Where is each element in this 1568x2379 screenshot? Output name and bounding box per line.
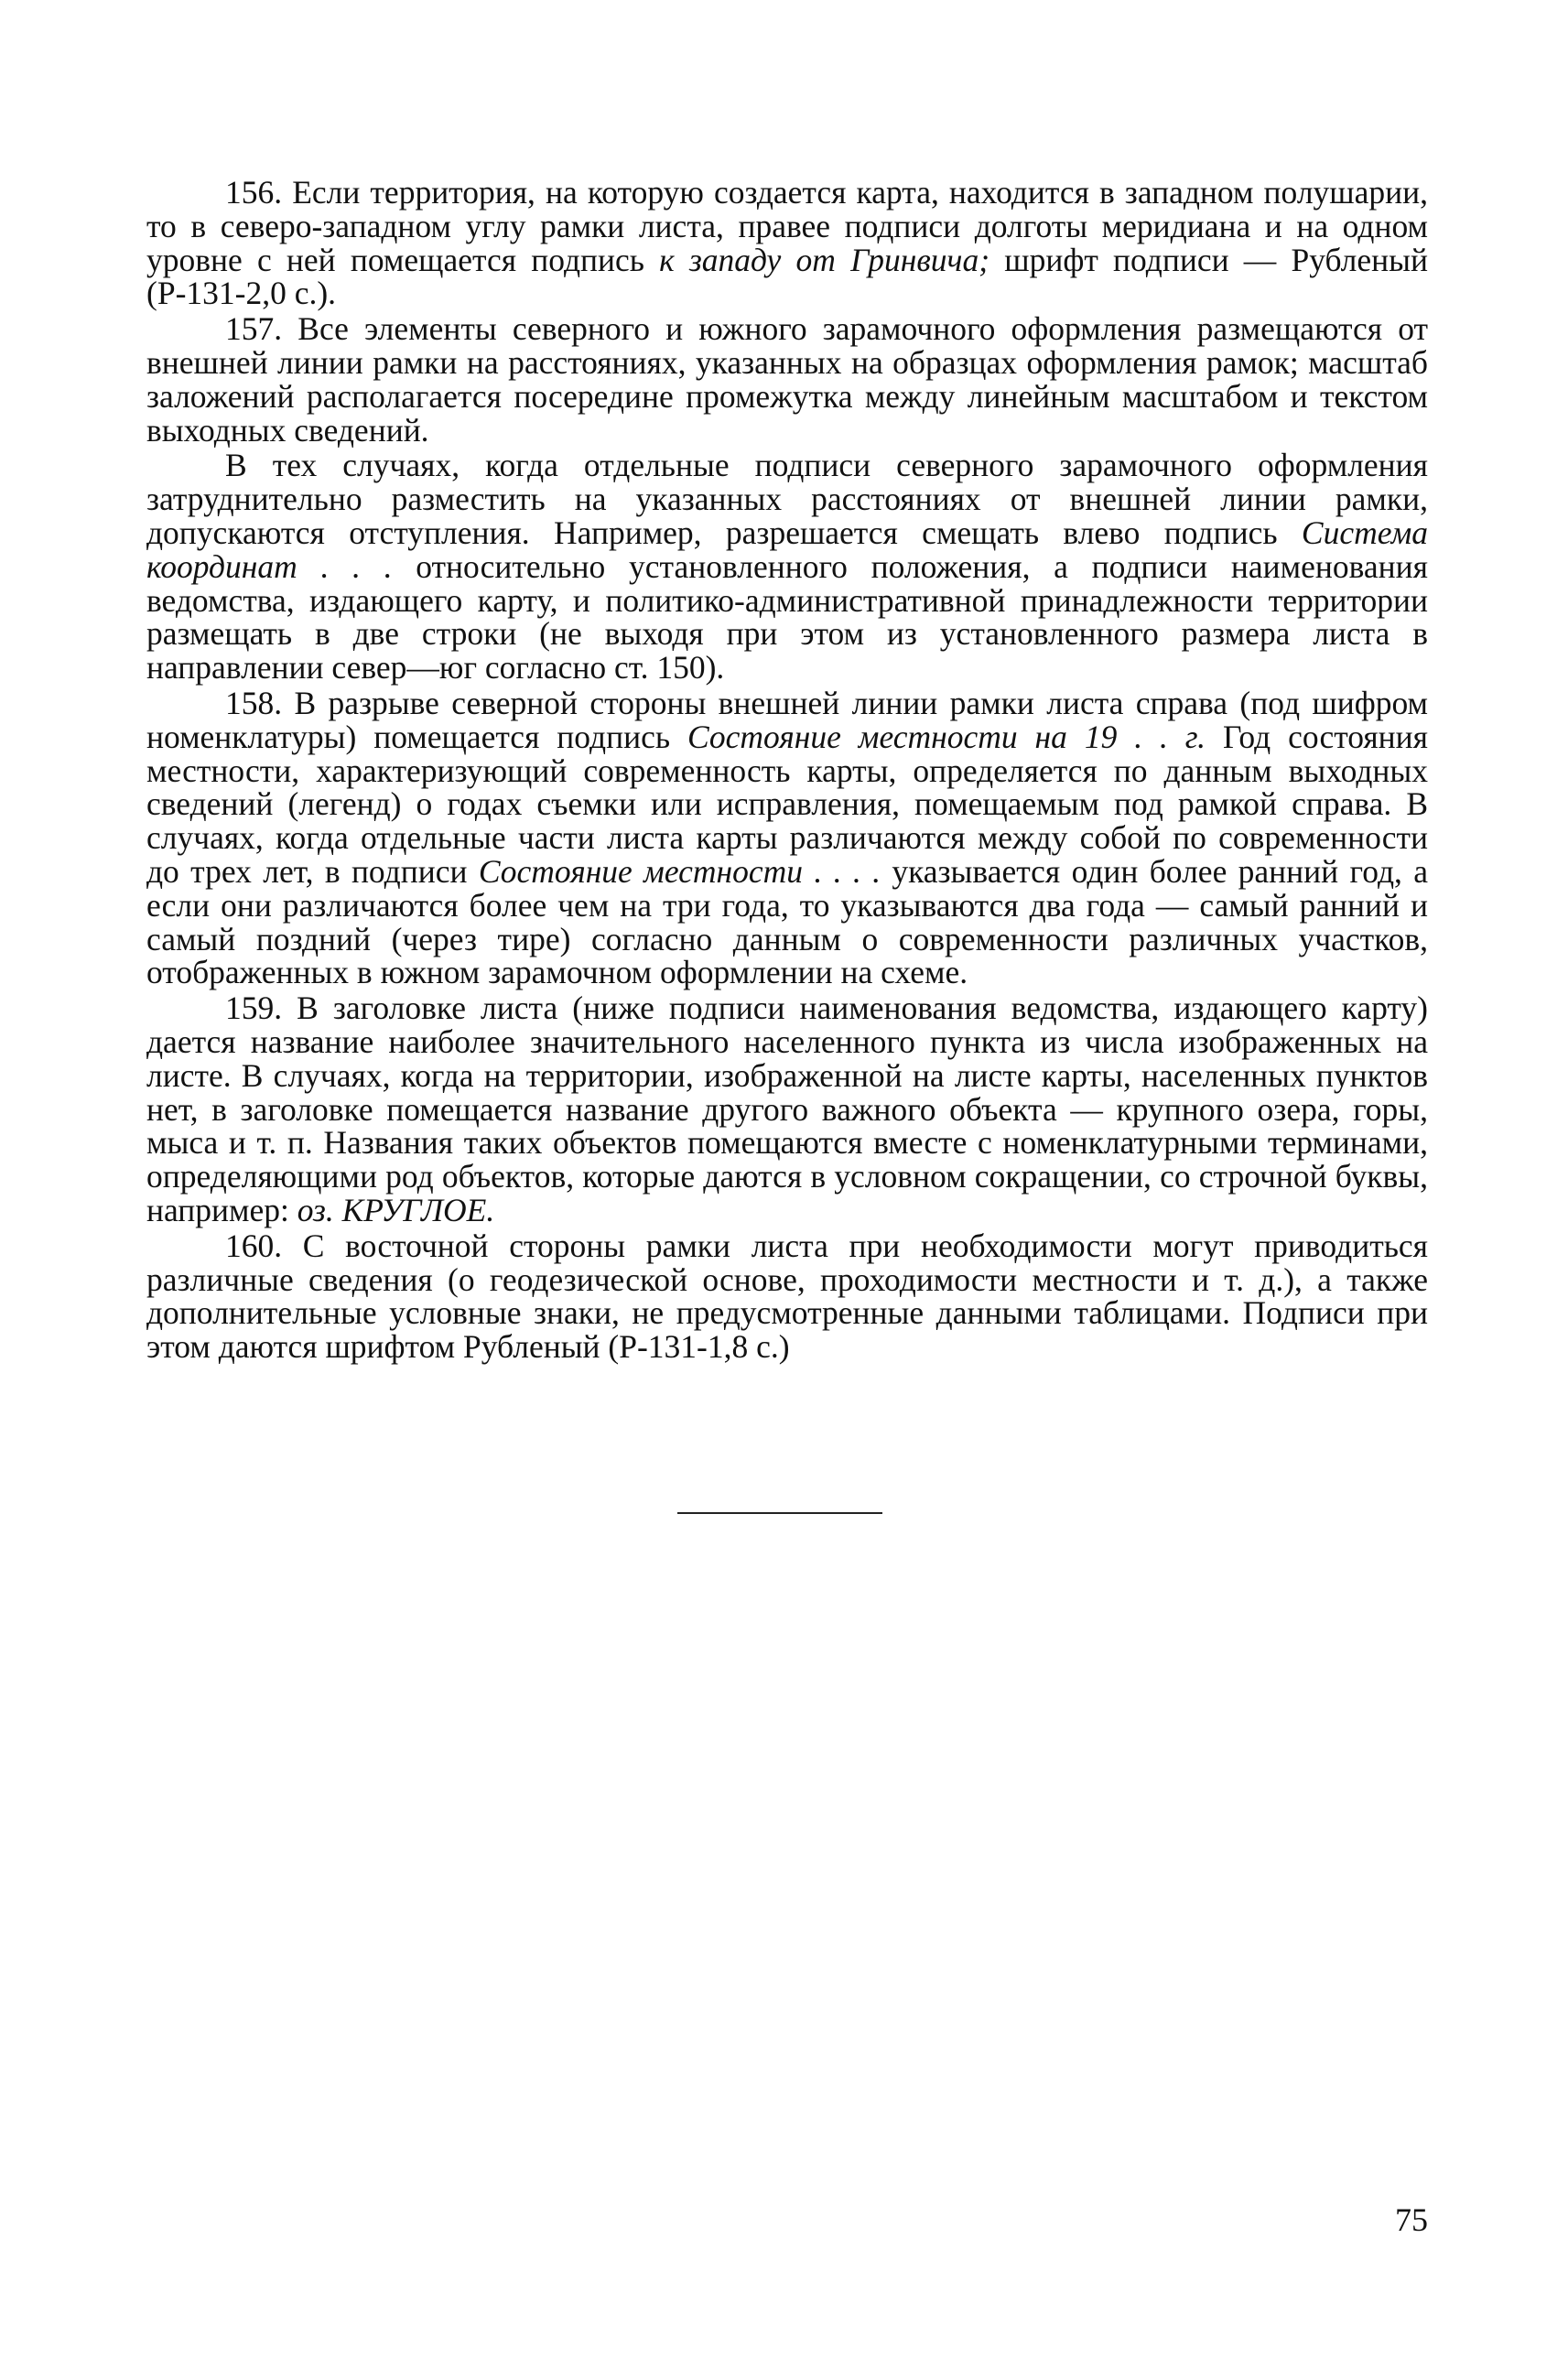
paragraph-156 bbox=[146, 176, 1428, 310]
paragraph-157-text-1: 157. Все элементы северного и южного зарамочного оформления размещаются от внешней линии рамки на расстояниях, указанных на образцах оформления рамок; масштаб заложений располагается посередине промежутка между линейным масштабом и текстом выходных сведений. bbox=[146, 310, 1428, 449]
paragraph-159-italic-1: оз. КРУГЛОЕ. bbox=[297, 1191, 495, 1228]
page-number: 75 bbox=[1395, 2201, 1428, 2238]
paragraph-157b-text-1: В тех случаях, когда отдельные подписи северного зарамочного оформления затруднительно разместить на указанных расстояниях от внешней линии рамки, допускаются отступления. Например, разрешается смещать влево подпись bbox=[146, 447, 1428, 551]
paragraph-157-continued bbox=[146, 449, 1428, 685]
paragraph-158-text-2: Год состояния местности, характеризующий современность карты, определяется по данным выходных сведений (легенд) о годах съемки или исправления, помещаемым под рамкой справа. В случаях, когда отдельные части листа карты различаются между собой по современности до трех лет, в подписи bbox=[146, 718, 1428, 890]
paragraph-158-text-1: 158. В разрыве северной стороны внешней линии рамки листа справа (под шифром номенклатуры) помещается подпись bbox=[146, 684, 1428, 755]
paragraph-160 bbox=[146, 1229, 1428, 1364]
paragraph-157b-text-2: относительно установленного положения, а подписи наименования ведомства, издающего карту, и политико-административной принадлежности территории размещать в две строки (не выходя при этом из установленного размера листа в направлении север—юг согласно ст. 150). bbox=[146, 547, 1428, 687]
paragraph-156-text-1: 156. Если территория, на которую создается карта, находится в западном полушарии, то в северо-западном углу рамки листа, правее подписи долготы меридиана и на одном уровне с ней помещается подпись bbox=[146, 174, 1428, 278]
paragraph-159-text-1: 159. В заголовке листа (ниже подписи наименования ведомства, издающего карту) дается название наиболее значительного населенного пункта из числа изображенных на листе. В случаях, когда на территории, изображенной на листе карты, населенных пунктов нет, в заголовке помещается название другого важного объекта — крупного озера, горы, мыса и т. п. Названия таких объектов помещаются вместе с номенклатурными терминами, определяющими род объектов, которые даются в условном сокращении, со строчной буквы, например: bbox=[146, 989, 1428, 1228]
paragraph-159 bbox=[146, 991, 1428, 1227]
paragraph-157b-italic-1: Система координат . . . bbox=[146, 514, 1428, 585]
paragraph-157 bbox=[146, 312, 1428, 447]
paragraph-158-italic-1: Состояние местности на 19 . . г. bbox=[687, 718, 1206, 755]
paragraph-156-italic-1: к западу от Гринвича; bbox=[659, 241, 990, 278]
page-body bbox=[146, 176, 1428, 1364]
paragraph-158-italic-2: Состояние местности . . . . bbox=[478, 852, 881, 890]
paragraph-158 bbox=[146, 684, 1428, 991]
section-divider bbox=[677, 1512, 882, 1514]
paragraph-160-text-1: 160. С восточной стороны рамки листа при необходимости могут приводиться различные сведения (о геодезической основе, проходимости местности и т. д.), а также дополнительные условные знаки, не предусмотренные данными таблицами. Подписи при этом даются шрифтом Рубленый (Р-131-1,8 с.) bbox=[146, 1227, 1428, 1366]
paragraph-156-text-2: шрифт подписи — Рубленый (Р-131-2,0 с.). bbox=[146, 241, 1428, 312]
paragraph-158-text-3: указывается один более ранний год, а если они различаются более чем на три года, то указываются два года — самый ранний и самый поздний (через тире) согласно данным о современности различных участков, отображенных в южном зарамочном оформлении на схеме. bbox=[146, 852, 1428, 991]
